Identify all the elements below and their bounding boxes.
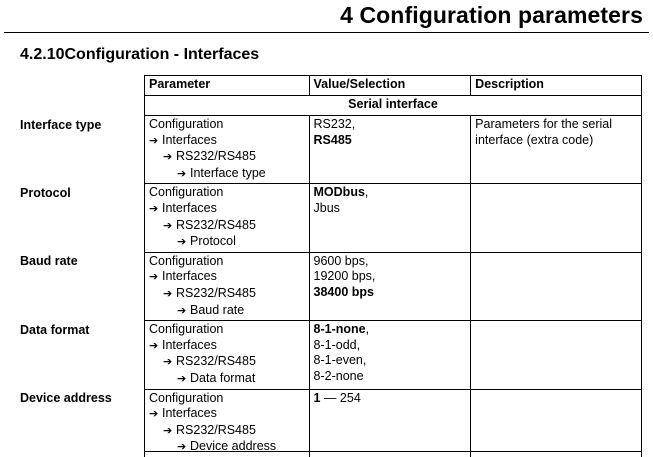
path-segment-label: Interfaces: [162, 269, 217, 284]
path-segment-label: Configuration: [149, 390, 224, 405]
description-cell: [471, 389, 642, 457]
column-header-parameter: Parameter: [145, 76, 310, 96]
value-option: [314, 254, 467, 270]
chapter-title: 4 Configuration parameters: [340, 2, 643, 28]
value-suffix: — 254: [320, 390, 361, 405]
parameter-name-label: Baud rate: [20, 254, 78, 269]
path-segment-label: Interface type: [190, 165, 266, 180]
right-arrow-icon: ➔: [177, 441, 187, 454]
value-option: [314, 185, 467, 201]
table-row: [145, 184, 642, 252]
path-segment-label: RS232/RS485: [176, 422, 256, 437]
parameter-name-label: Protocol: [20, 185, 71, 200]
value-selection-cell: [309, 252, 471, 320]
value-option: [314, 269, 467, 285]
right-arrow-icon: ➔: [177, 372, 187, 385]
parameters-table: [144, 75, 642, 457]
column-header-description: Description: [471, 76, 642, 96]
right-arrow-icon: ➔: [149, 271, 159, 284]
right-arrow-icon: ➔: [163, 356, 173, 369]
path-segment: [149, 254, 305, 270]
value-option: [314, 391, 467, 407]
path-segment: [149, 234, 305, 251]
path-segment: [149, 269, 305, 286]
right-arrow-icon: ➔: [177, 167, 187, 180]
value-text: 9600 bps,: [313, 253, 369, 268]
parameter-path-cell: [145, 184, 310, 252]
right-arrow-icon: ➔: [149, 339, 159, 352]
path-segment: [149, 338, 305, 355]
parameter-path-cell: [145, 116, 310, 184]
parameter-name-label: Interface type: [20, 117, 102, 132]
path-segment-label: Baud rate: [190, 302, 245, 317]
default-value-text: 8-1-none: [313, 322, 366, 337]
value-selection-cell: [309, 389, 471, 457]
path-segment: [149, 322, 305, 338]
value-selection-cell: [309, 116, 471, 184]
description-cell: [471, 116, 642, 184]
path-segment: [149, 439, 305, 456]
parameter-path-cell: [145, 321, 310, 389]
value-option: [314, 285, 467, 301]
path-segment-label: Interfaces: [162, 406, 217, 421]
right-arrow-icon: ➔: [177, 236, 187, 249]
path-segment-label: Device address: [190, 439, 277, 454]
table-row: [145, 116, 642, 184]
path-segment-label: Data format: [190, 370, 256, 385]
path-segment: [149, 218, 305, 235]
path-segment: [149, 354, 305, 371]
value-text: Jbus: [313, 200, 340, 215]
value-option: [314, 117, 467, 133]
right-arrow-icon: ➔: [149, 134, 159, 147]
value-text: 19200 bps,: [313, 269, 376, 284]
right-arrow-icon: ➔: [149, 408, 159, 421]
path-segment-label: Configuration: [149, 253, 224, 268]
path-segment: [149, 391, 305, 407]
path-segment: [149, 133, 305, 150]
description-text: interface (extra code): [475, 132, 594, 147]
value-suffix: ,: [364, 185, 369, 200]
description-text: Parameters for the serial: [475, 117, 613, 131]
path-segment: [149, 423, 305, 440]
right-arrow-icon: ➔: [163, 151, 173, 164]
right-arrow-icon: ➔: [149, 202, 159, 215]
table-row: [145, 321, 642, 389]
column-header-value-selection: Value/Selection: [309, 76, 471, 96]
parameter-path-cell: [145, 389, 310, 457]
value-option: [314, 369, 467, 385]
value-option: [314, 338, 467, 354]
description-cell: [471, 184, 642, 252]
path-segment: [149, 406, 305, 423]
table-bottom-edge: [144, 451, 642, 452]
value-selection-cell: [309, 184, 471, 252]
section-heading: 4.2.10Configuration - Interfaces: [20, 46, 260, 63]
parameter-name-label: Data format: [20, 322, 90, 337]
path-segment-label: RS232/RS485: [176, 217, 256, 232]
value-text: 8-1-odd,: [313, 337, 361, 352]
path-segment-label: RS232/RS485: [176, 285, 256, 300]
path-segment-label: Configuration: [149, 322, 224, 337]
value-option: [314, 353, 467, 369]
path-segment-label: Interfaces: [162, 337, 217, 352]
table-row: [145, 252, 642, 320]
chapter-rule: [4, 32, 649, 33]
path-segment: [149, 201, 305, 218]
table-row: [145, 389, 642, 457]
value-text: 8-1-even,: [313, 353, 367, 368]
path-segment-label: Interfaces: [162, 200, 217, 215]
path-segment: [149, 303, 305, 320]
default-value-text: 1: [313, 390, 321, 405]
section-band-title: Serial interface: [145, 96, 642, 116]
path-segment-label: Interfaces: [162, 132, 217, 147]
path-segment-label: Configuration: [149, 117, 224, 131]
path-segment: [149, 286, 305, 303]
path-segment-label: Configuration: [149, 185, 224, 200]
path-segment-label: RS232/RS485: [176, 149, 256, 164]
value-option: [314, 201, 467, 217]
path-segment: [149, 185, 305, 201]
path-segment: [149, 117, 305, 133]
value-selection-cell: [309, 321, 471, 389]
path-segment: [149, 166, 305, 183]
right-arrow-icon: ➔: [163, 424, 173, 437]
path-segment: [149, 149, 305, 166]
right-arrow-icon: ➔: [163, 219, 173, 232]
default-value-text: MODbus: [313, 185, 365, 200]
path-segment: [149, 371, 305, 388]
default-value-text: 38400 bps: [313, 284, 374, 299]
value-option: [314, 133, 467, 149]
value-text: RS232,: [313, 117, 356, 131]
path-segment-label: RS232/RS485: [176, 354, 256, 369]
value-text: 8-2-none: [313, 368, 364, 383]
right-arrow-icon: ➔: [163, 287, 173, 300]
section-band-row: [145, 96, 642, 116]
value-suffix: ,: [365, 322, 370, 337]
parameter-path-cell: [145, 252, 310, 320]
path-segment-label: Protocol: [190, 234, 236, 249]
right-arrow-icon: ➔: [177, 304, 187, 317]
description-cell: [471, 252, 642, 320]
description-cell: [471, 321, 642, 389]
value-option: [314, 322, 467, 338]
parameter-name-label: Device address: [20, 391, 112, 405]
table-header-row: [145, 76, 642, 96]
default-value-text: RS485: [313, 132, 352, 147]
